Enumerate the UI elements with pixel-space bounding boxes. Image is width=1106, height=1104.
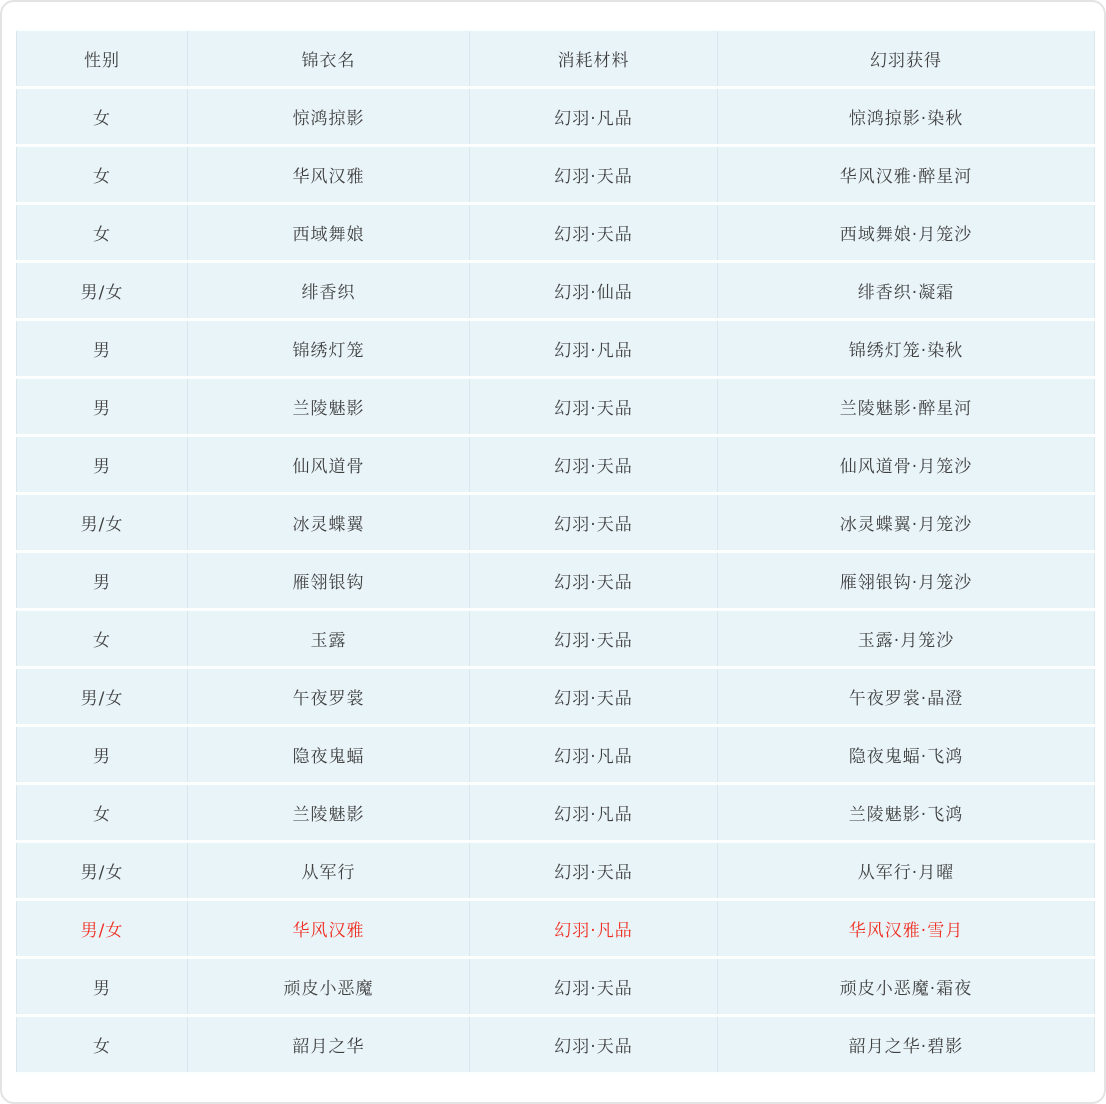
cell-gender: 女: [17, 204, 188, 262]
cell-material: 幻羽·天品: [470, 610, 718, 668]
cell-feather: 午夜罗裳·晶澄: [718, 668, 1095, 726]
cell-outfit: 从军行: [188, 842, 470, 900]
cell-gender: 男/女: [17, 262, 188, 320]
table-row: [17, 726, 1095, 784]
cell-feather: 雁翎银钩·月笼沙: [718, 552, 1095, 610]
cell-feather: 西域舞娘·月笼沙: [718, 204, 1095, 262]
outfit-feather-table: [16, 28, 1095, 1075]
table-row: [17, 610, 1095, 668]
table-row: [17, 378, 1095, 436]
table-row: [17, 320, 1095, 378]
cell-feather: 顽皮小恶魔·霜夜: [718, 958, 1095, 1016]
cell-gender: 男/女: [17, 842, 188, 900]
cell-material: 幻羽·凡品: [470, 88, 718, 146]
cell-gender: 女: [17, 146, 188, 204]
table-body: [17, 88, 1095, 1074]
cell-outfit: 午夜罗裳: [188, 668, 470, 726]
cell-material: 幻羽·凡品: [470, 900, 718, 958]
cell-outfit: 玉露: [188, 610, 470, 668]
cell-outfit: 隐夜鬼蝠: [188, 726, 470, 784]
cell-outfit: 韶月之华: [188, 1016, 470, 1074]
cell-material: 幻羽·天品: [470, 1016, 718, 1074]
cell-outfit: 绯香织: [188, 262, 470, 320]
table-row: [17, 146, 1095, 204]
cell-feather: 锦绣灯笼·染秋: [718, 320, 1095, 378]
cell-feather: 绯香织·凝霜: [718, 262, 1095, 320]
cell-feather: 华风汉雅·醉星河: [718, 146, 1095, 204]
cell-gender: 男: [17, 958, 188, 1016]
table-row: [17, 262, 1095, 320]
cell-gender: 男/女: [17, 900, 188, 958]
cell-gender: 男: [17, 726, 188, 784]
cell-material: 幻羽·天品: [470, 958, 718, 1016]
cell-gender: 男/女: [17, 668, 188, 726]
cell-feather: 隐夜鬼蝠·飞鸿: [718, 726, 1095, 784]
cell-outfit: 西域舞娘: [188, 204, 470, 262]
table-row: [17, 1016, 1095, 1074]
cell-feather: 冰灵蝶翼·月笼沙: [718, 494, 1095, 552]
table-row: [17, 958, 1095, 1016]
cell-gender: 男: [17, 378, 188, 436]
cell-outfit: 兰陵魅影: [188, 378, 470, 436]
column-header-material: 消耗材料: [470, 30, 718, 88]
table-row: [17, 204, 1095, 262]
table-row: [17, 494, 1095, 552]
cell-outfit: 兰陵魅影: [188, 784, 470, 842]
cell-outfit: 锦绣灯笼: [188, 320, 470, 378]
cell-feather: 玉露·月笼沙: [718, 610, 1095, 668]
table-row: [17, 436, 1095, 494]
cell-outfit: 雁翎银钩: [188, 552, 470, 610]
cell-material: 幻羽·天品: [470, 378, 718, 436]
table-row: [17, 552, 1095, 610]
table-row: [17, 900, 1095, 958]
cell-material: 幻羽·凡品: [470, 320, 718, 378]
cell-gender: 女: [17, 1016, 188, 1074]
table-header: [17, 30, 1095, 88]
table-header-row: [17, 30, 1095, 88]
cell-gender: 女: [17, 784, 188, 842]
cell-material: 幻羽·天品: [470, 842, 718, 900]
cell-gender: 男: [17, 320, 188, 378]
cell-material: 幻羽·天品: [470, 668, 718, 726]
cell-feather: 惊鸿掠影·染秋: [718, 88, 1095, 146]
table-row: [17, 668, 1095, 726]
cell-outfit: 仙风道骨: [188, 436, 470, 494]
cell-feather: 韶月之华·碧影: [718, 1016, 1095, 1074]
cell-gender: 女: [17, 88, 188, 146]
table-row: [17, 88, 1095, 146]
cell-outfit: 华风汉雅: [188, 900, 470, 958]
table-row: [17, 784, 1095, 842]
cell-feather: 华风汉雅·雪月: [718, 900, 1095, 958]
cell-gender: 男: [17, 436, 188, 494]
cell-gender: 女: [17, 610, 188, 668]
cell-material: 幻羽·天品: [470, 146, 718, 204]
cell-feather: 仙风道骨·月笼沙: [718, 436, 1095, 494]
cell-outfit: 冰灵蝶翼: [188, 494, 470, 552]
cell-feather: 兰陵魅影·飞鸿: [718, 784, 1095, 842]
cell-material: 幻羽·天品: [470, 552, 718, 610]
cell-outfit: 惊鸿掠影: [188, 88, 470, 146]
column-header-feather: 幻羽获得: [718, 30, 1095, 88]
cell-material: 幻羽·天品: [470, 436, 718, 494]
cell-feather: 兰陵魅影·醉星河: [718, 378, 1095, 436]
cell-gender: 男: [17, 552, 188, 610]
cell-outfit: 华风汉雅: [188, 146, 470, 204]
column-header-gender: 性别: [17, 30, 188, 88]
cell-material: 幻羽·凡品: [470, 726, 718, 784]
cell-gender: 男/女: [17, 494, 188, 552]
table-row: [17, 842, 1095, 900]
cell-material: 幻羽·天品: [470, 494, 718, 552]
cell-feather: 从军行·月曜: [718, 842, 1095, 900]
cell-material: 幻羽·凡品: [470, 784, 718, 842]
cell-material: 幻羽·仙品: [470, 262, 718, 320]
cell-outfit: 顽皮小恶魔: [188, 958, 470, 1016]
column-header-outfit: 锦衣名: [188, 30, 470, 88]
cell-material: 幻羽·天品: [470, 204, 718, 262]
